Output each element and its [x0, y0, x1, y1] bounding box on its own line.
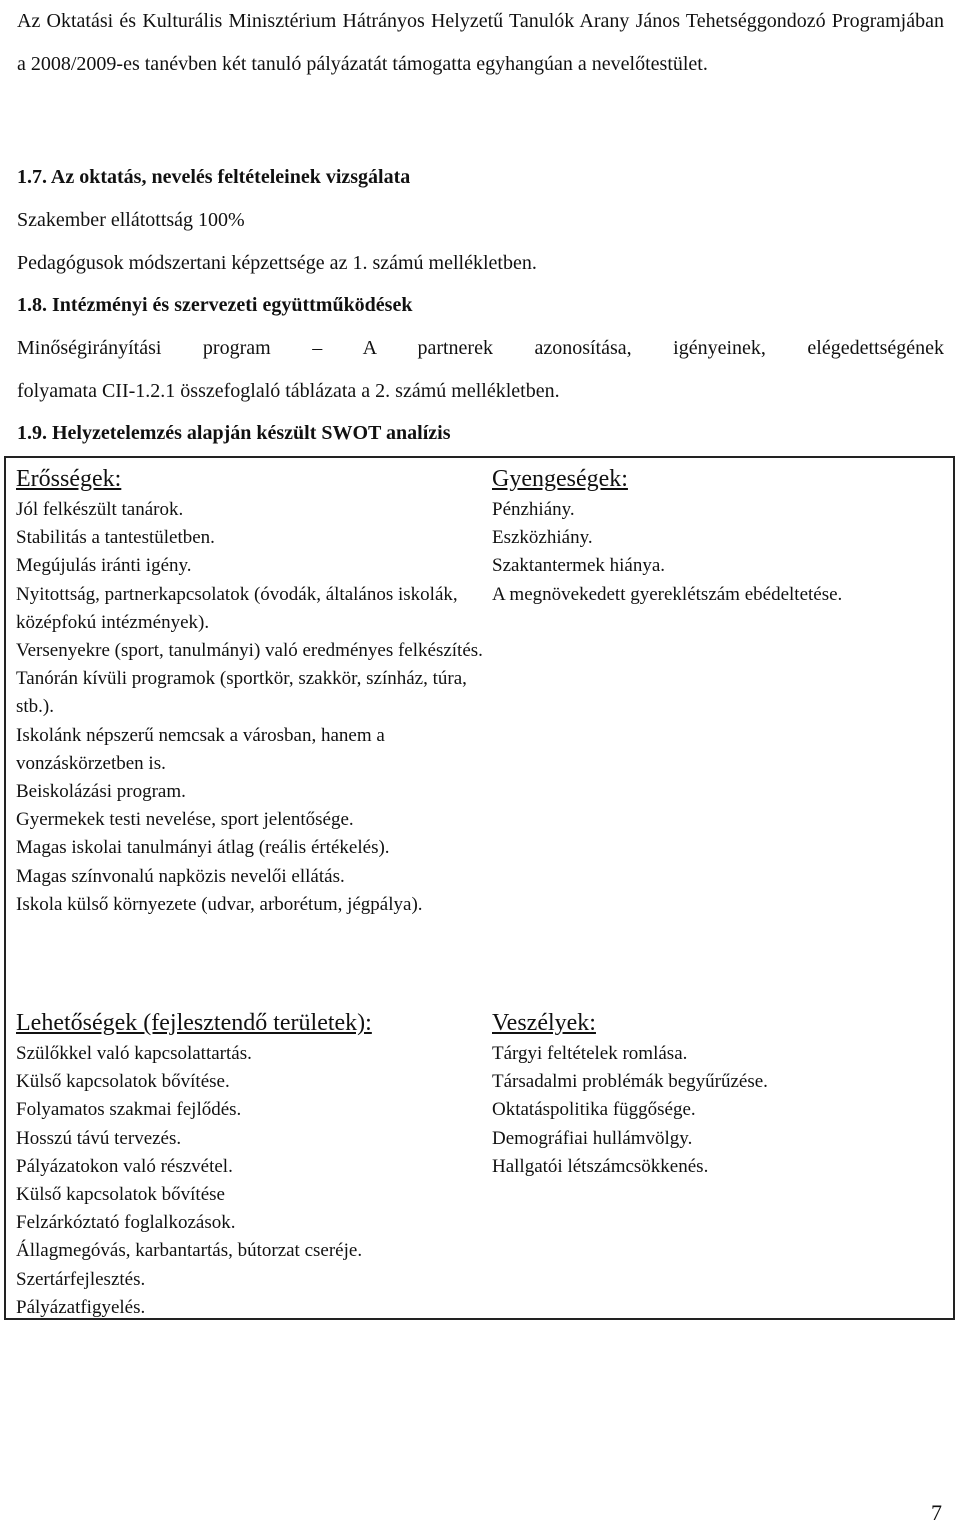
weakness-item: Pénzhiány. — [492, 499, 575, 520]
page-number: 7 — [931, 1500, 942, 1525]
swot-table — [4, 456, 955, 1320]
opportunity-item: Állagmegóvás, karbantartás, bútorzat cseréje. — [16, 1240, 363, 1262]
section-1-8-line-1: Minőségirányítási program – A partnerek azonosítása, igényeinek, elégedettségének — [17, 337, 944, 359]
strength-item: Beiskolázási program. — [16, 781, 186, 803]
swot-opportunities — [16, 1008, 486, 1322]
section-1-7-line-1: Szakember ellátottság 100% — [17, 209, 245, 231]
intro-paragraph: Az Oktatási és Kulturális Minisztérium Hátrányos Helyzetű Tanulók Arany János Tehetséggondozó Programjában a 2008/2009-es tanévben két tanuló pályázatát támogatta egyhangúan a nevelőtestület. — [17, 10, 944, 75]
strength-item: Nyitottság, partnerkapcsolatok (óvodák, általános iskolák, középfokú intézmények). — [16, 583, 458, 633]
strength-item: Iskolánk népszerű nemcsak a városban, hanem a vonzáskörzetben is. — [16, 724, 385, 774]
opportunity-item: Szertárfejlesztés. — [16, 1268, 146, 1290]
strength-item: Versenyekre (sport, tanulmányi) való eredményes felkészítés. — [16, 640, 483, 662]
strength-item: Magas iskolai tanulmányi átlag (reális értékelés). — [16, 837, 390, 859]
section-1-9-heading: 1.9. Helyzetelemzés alapján készült SWOT analízis — [17, 422, 451, 444]
section-1-8-line-2: folyamata CII-1.2.1 összefoglaló táblázata a 2. számú mellékletben. — [17, 380, 560, 402]
strength-item: Stabilitás a tantestületben. — [16, 527, 215, 549]
opportunity-item: Szülőkkel való kapcsolattartás. — [16, 1043, 252, 1064]
section-1-7-heading: 1.7. Az oktatás, nevelés feltételeinek vizsgálata — [17, 166, 411, 188]
opportunity-item: Külső kapcsolatok bővítése — [16, 1184, 225, 1206]
strengths-title: Erősségek: — [16, 466, 122, 492]
swot-weaknesses — [492, 464, 947, 609]
section-1-8-heading: 1.8. Intézményi és szervezeti együttműködések — [17, 294, 413, 316]
swot-threats — [492, 1008, 947, 1181]
threat-item: Oktatáspolitika függősége. — [492, 1099, 696, 1121]
strength-item: Gyermekek testi nevelése, sport jelentősége. — [16, 809, 354, 831]
opportunity-item: Hosszú távú tervezés. — [16, 1127, 182, 1149]
weaknesses-title: Gyengeségek: — [492, 466, 628, 492]
threat-item: Tárgyi feltételek romlása. — [492, 1043, 688, 1064]
strength-item: Magas színvonalú napközis nevelői ellátás. — [16, 865, 345, 887]
strength-item: Jól felkészült tanárok. — [16, 499, 184, 520]
opportunity-item: Külső kapcsolatok bővítése. — [16, 1071, 230, 1093]
opportunities-title: Lehetőségek (fejlesztendő területek): — [16, 1010, 372, 1036]
threat-item: Társadalmi problémák begyűrűzése. — [492, 1071, 768, 1093]
strength-item: Iskola külső környezete (udvar, arborétum, jégpálya). — [16, 893, 423, 915]
threat-item: Hallgatói létszámcsökkenés. — [492, 1155, 709, 1177]
swot-strengths — [16, 464, 486, 919]
weakness-item: Eszközhiány. — [492, 527, 593, 549]
weakness-item: A megnövekedett gyereklétszám ebédeltetése. — [492, 583, 843, 605]
strength-item: Tanórán kívüli programok (sportkör, szakkör, színház, túra, stb.). — [16, 668, 467, 718]
opportunity-item: Felzárkóztató foglalkozások. — [16, 1212, 236, 1234]
weakness-item: Szaktantermek hiánya. — [492, 555, 666, 577]
threats-title: Veszélyek: — [492, 1010, 596, 1036]
strength-item: Megújulás iránti igény. — [16, 555, 192, 577]
opportunity-item: Pályázatokon való részvétel. — [16, 1155, 233, 1177]
section-1-7-line-2: Pedagógusok módszertani képzettsége az 1. számú mellékletben. — [17, 252, 537, 274]
opportunity-item: Pályázatfigyelés. — [16, 1296, 146, 1318]
threat-item: Demográfiai hullámvölgy. — [492, 1127, 693, 1149]
opportunity-item: Folyamatos szakmai fejlődés. — [16, 1099, 242, 1121]
